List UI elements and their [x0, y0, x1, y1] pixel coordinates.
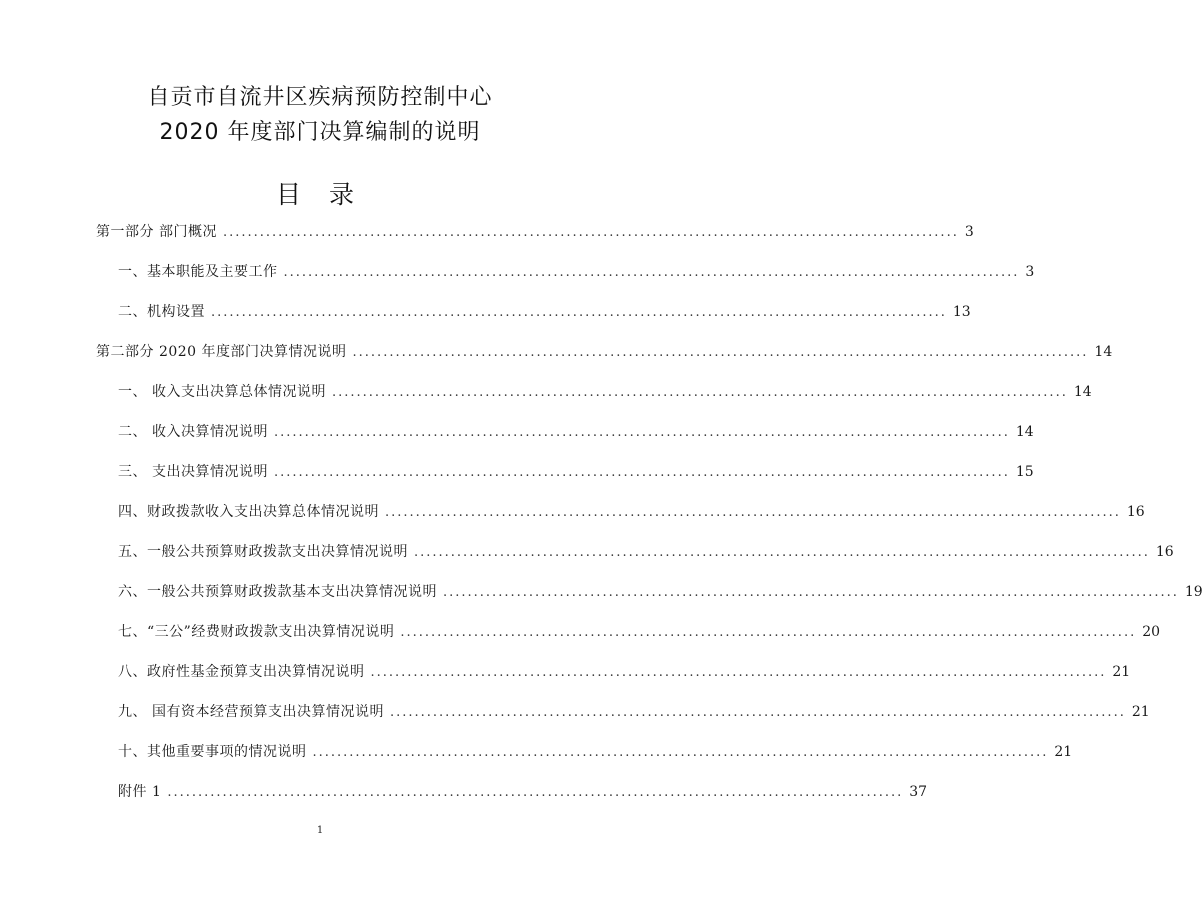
toc-entry-page: 15 [1015, 464, 1034, 480]
toc-entry[interactable] [118, 502, 1145, 523]
toc-leader-dots: ........................................................................................................................ [273, 425, 1010, 440]
toc-leader-dots: ........................................................................................................................ [331, 385, 1068, 400]
toc-entry[interactable] [118, 702, 1150, 723]
toc-entry-page: 19 [1184, 584, 1203, 600]
toc-leader-dots: ........................................................................................................................ [443, 585, 1179, 600]
toc-entry-label: 第一部分 部门概况 [96, 224, 217, 240]
toc-entry-page: 16 [1155, 544, 1174, 560]
toc-entry-label: 附件 1 [118, 784, 162, 800]
toc-entry-page: 3 [964, 224, 974, 240]
toc-leader-dots: ........................................................................................................................ [385, 505, 1121, 520]
toc-entry[interactable] [118, 302, 971, 323]
toc-heading: 目 录 [276, 180, 364, 209]
toc-entry-label: 六、一般公共预算财政拨款基本支出决算情况说明 [118, 584, 437, 600]
toc-entry[interactable] [118, 422, 1034, 443]
toc-leader-dots: ........................................................................................................................ [222, 225, 959, 240]
toc-entry[interactable] [118, 262, 1035, 283]
toc-entry[interactable] [118, 582, 1203, 603]
toc-leader-dots: ........................................................................................................................ [414, 545, 1150, 560]
toc-entry-label: 二、机构设置 [118, 304, 205, 320]
toc-leader-dots: ........................................................................................................................ [370, 665, 1107, 680]
toc-leader-dots: ........................................................................................................................ [211, 305, 947, 320]
toc-entry-page: 14 [1094, 344, 1113, 360]
toc-entry[interactable] [118, 622, 1161, 643]
toc-entry[interactable] [118, 782, 928, 803]
toc-leader-dots: ........................................................................................................................ [352, 345, 1089, 360]
toc-entry-label: 十、其他重要事项的情况说明 [118, 744, 307, 760]
toc-entry-page: 16 [1126, 504, 1145, 520]
toc-leader-dots: ........................................................................................................................ [283, 265, 1020, 280]
toc-entry-page: 14 [1073, 384, 1092, 400]
toc-entry-page: 21 [1112, 664, 1131, 680]
toc-entry-label: 三、 支出决算情况说明 [118, 464, 268, 480]
toc-leader-dots: ........................................................................................................................ [400, 625, 1137, 640]
toc-entry-page: 20 [1142, 624, 1161, 640]
toc-leader-dots: ........................................................................................................................ [312, 745, 1049, 760]
toc-entry-page: 3 [1025, 264, 1035, 280]
toc-entry-page: 37 [909, 784, 928, 800]
toc-entry[interactable] [118, 742, 1073, 763]
toc-entry-label: 五、一般公共预算财政拨款支出决算情况说明 [118, 544, 408, 560]
toc-entry[interactable] [118, 382, 1092, 403]
toc-entry[interactable] [118, 542, 1174, 563]
toc-entry-label: 七、“三公”经费财政拨款支出决算情况说明 [118, 624, 395, 640]
toc-entry-label: 九、 国有资本经营预算支出决算情况说明 [118, 704, 384, 720]
toc-entry[interactable] [96, 222, 974, 243]
toc-entry-label: 一、 收入支出决算总体情况说明 [118, 384, 326, 400]
toc-leader-dots: ........................................................................................................................ [389, 705, 1126, 720]
toc-entry-label: 二、 收入决算情况说明 [118, 424, 268, 440]
toc-leader-dots: ........................................................................................................................ [273, 465, 1010, 480]
document-title-line-2: 2020 年度部门决算编制的说明 [159, 120, 481, 145]
toc-entry-page: 21 [1131, 704, 1150, 720]
toc-entry-label: 第二部分 2020 年度部门决算情况说明 [96, 344, 347, 360]
document-title-line-1: 自贡市自流井区疾病预防控制中心 [147, 85, 493, 110]
toc-entry-label: 四、财政拨款收入支出决算总体情况说明 [118, 504, 379, 520]
toc-entry[interactable] [118, 462, 1034, 483]
toc-entry-page: 14 [1015, 424, 1034, 440]
page-number: 1 [316, 825, 324, 836]
toc-entry[interactable] [118, 662, 1131, 683]
toc-entry-page: 13 [952, 304, 971, 320]
toc-entry[interactable] [96, 342, 1113, 363]
toc-entry-label: 一、基本职能及主要工作 [118, 264, 278, 280]
toc-entry-label: 八、政府性基金预算支出决算情况说明 [118, 664, 365, 680]
toc-leader-dots: ........................................................................................................................ [167, 785, 904, 800]
toc-entry-page: 21 [1054, 744, 1073, 760]
